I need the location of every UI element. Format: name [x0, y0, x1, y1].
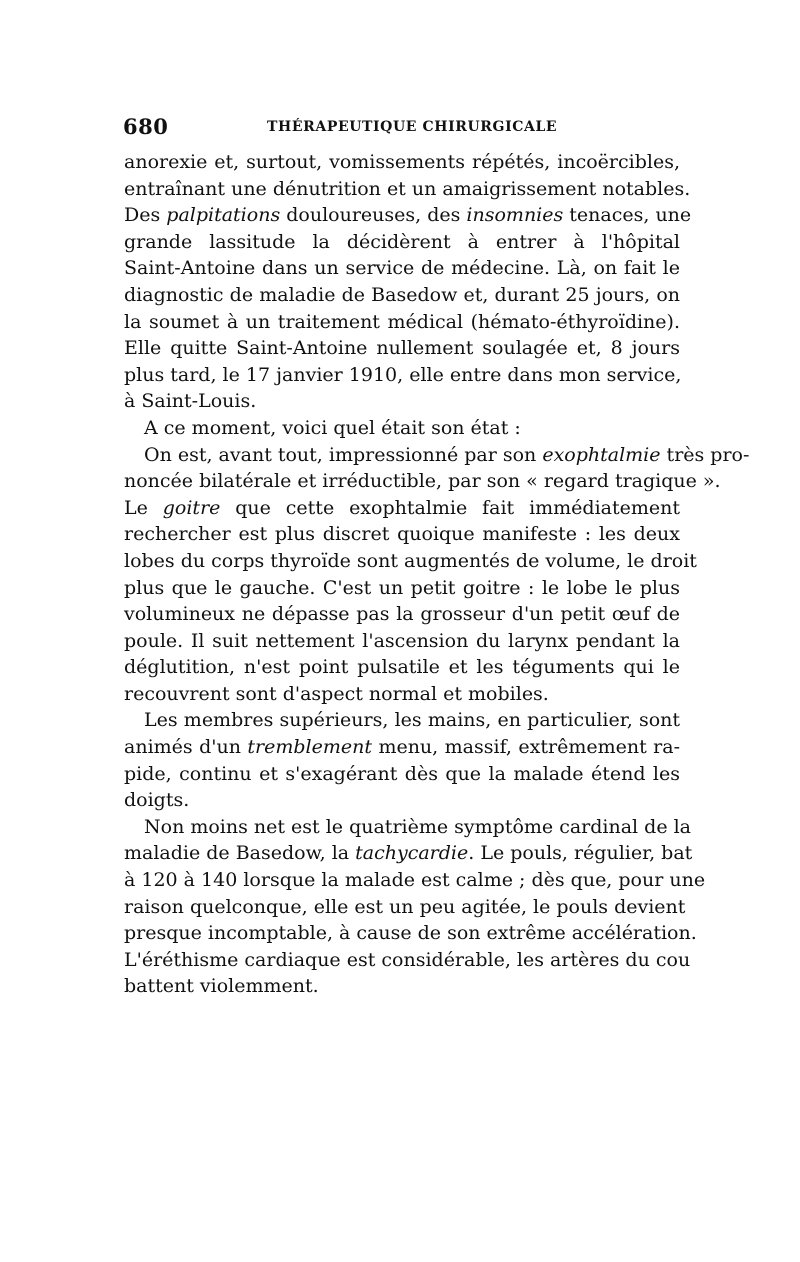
text-line [124, 973, 680, 1000]
text-line [124, 894, 686, 921]
text-run: noncée bilatérale et irréductible, par son « regard tragique ». [124, 470, 721, 493]
italic-term: palpitations [166, 204, 281, 227]
text-run: volumineux ne dépasse pas la grosseur d'un petit œuf de [124, 603, 680, 626]
text-run: la soumet à un traitement médical (hémato-éthyroïdine). [124, 310, 680, 333]
text-line [124, 840, 693, 867]
text-line [124, 787, 680, 814]
text-line [124, 734, 680, 761]
text-run: raison quelconque, elle est un peu agitée, le pouls devient [124, 895, 686, 918]
text-line [124, 575, 680, 602]
text-run: Non moins net est le quatrième symptôme cardinal de la [144, 815, 692, 838]
text-line [124, 628, 680, 655]
running-title: THÉRAPEUTIQUE CHIRURGICALE [267, 119, 558, 135]
text-line [124, 202, 692, 229]
text-line [124, 176, 691, 203]
text-run: anorexie et, surtout, vomissements répétés, incoërcibles, [124, 151, 680, 173]
text-run: poule. Il suit nettement l'ascension du larynx pendant la [124, 629, 680, 652]
italic-term: tachycardie [355, 842, 469, 865]
text-line [124, 442, 750, 469]
text-run: très pro- [660, 443, 750, 466]
italic-term: tremblement [247, 736, 372, 759]
text-line [124, 920, 697, 947]
text-line [124, 255, 680, 282]
text-run: rechercher est plus discret quoique manifeste : les deux [124, 523, 680, 546]
text-run: Saint-Antoine dans un service de médecine. Là, on fait le [124, 257, 680, 280]
text-run: presque incomptable, à cause de son extrême accélération. [124, 922, 697, 945]
text-run: Elle quitte Saint-Antoine nullement soulagée et, 8 jours [124, 337, 680, 360]
text-run: diagnostic de maladie de Basedow et, durant 25 jours, on [124, 283, 680, 306]
text-run: menu, massif, extrêmement ra- [372, 736, 680, 759]
text-line [124, 388, 680, 415]
text-run: que cette exophtalmie fait immédiatement [220, 496, 681, 519]
text-run: grande lassitude la décidèrent à entrer à l'hôpital [124, 230, 680, 253]
text-line [124, 947, 691, 974]
text-line [124, 415, 680, 442]
text-line [124, 335, 680, 362]
text-run: à Saint-Louis. [124, 390, 257, 413]
text-line [124, 468, 721, 495]
text-run: déglutition, n'est point pulsatile et les téguments qui le [124, 656, 680, 679]
text-run: Des [124, 204, 167, 227]
text-run: lobes du corps thyroïde sont augmentés de volume, le droit [124, 549, 697, 572]
text-line [124, 229, 680, 256]
text-line [124, 149, 680, 176]
italic-term: exophtalmie [542, 443, 661, 466]
running-head [123, 114, 683, 140]
text-run: Les membres supérieurs, les mains, en particulier, sont [144, 709, 680, 732]
text-line [124, 867, 706, 894]
text-line [124, 521, 680, 548]
text-line [124, 601, 680, 628]
text-run: animés d'un [124, 736, 248, 759]
text-run: pide, continu et s'exagérant dès que la malade étend les [124, 762, 680, 785]
text-run: Le [124, 496, 163, 519]
text-run: doigts. [124, 789, 190, 812]
text-line [124, 362, 680, 389]
text-line [124, 654, 680, 681]
text-run: L'éréthisme cardiaque est considérable, les artères du cou [124, 948, 691, 971]
text-run: recouvrent sont d'aspect normal et mobiles. [124, 682, 549, 705]
text-line [124, 814, 692, 841]
text-run: tenaces, une [563, 204, 692, 227]
text-line [124, 681, 680, 708]
text-run: douloureuses, des [280, 204, 467, 227]
text-line [124, 309, 680, 336]
text-line [124, 495, 680, 522]
italic-term: insomnies [466, 204, 564, 227]
page-number: 680 [123, 114, 169, 139]
text-line [124, 707, 680, 734]
text-run: . Le pouls, régulier, bat [468, 842, 693, 865]
text-run: A ce moment, voici quel était son état : [144, 416, 521, 439]
text-run: maladie de Basedow, la [124, 842, 356, 865]
text-line [124, 548, 697, 575]
text-run: entraînant une dénutrition et un amaigrissement notables. [124, 177, 691, 200]
text-run: On est, avant tout, impressionné par son [144, 443, 543, 466]
text-run: battent violemment. [124, 975, 319, 998]
body-text [124, 149, 750, 1000]
text-line [124, 282, 680, 309]
italic-term: goitre [162, 496, 221, 519]
text-run: à 120 à 140 lorsque la malade est calme ; dès que, pour une [124, 869, 706, 892]
text-run: plus tard, le 17 janvier 1910, elle entre dans mon service, [124, 363, 682, 386]
text-line [124, 761, 680, 788]
text-run: plus que le gauche. C'est un petit goitre : le lobe le plus [124, 576, 680, 599]
